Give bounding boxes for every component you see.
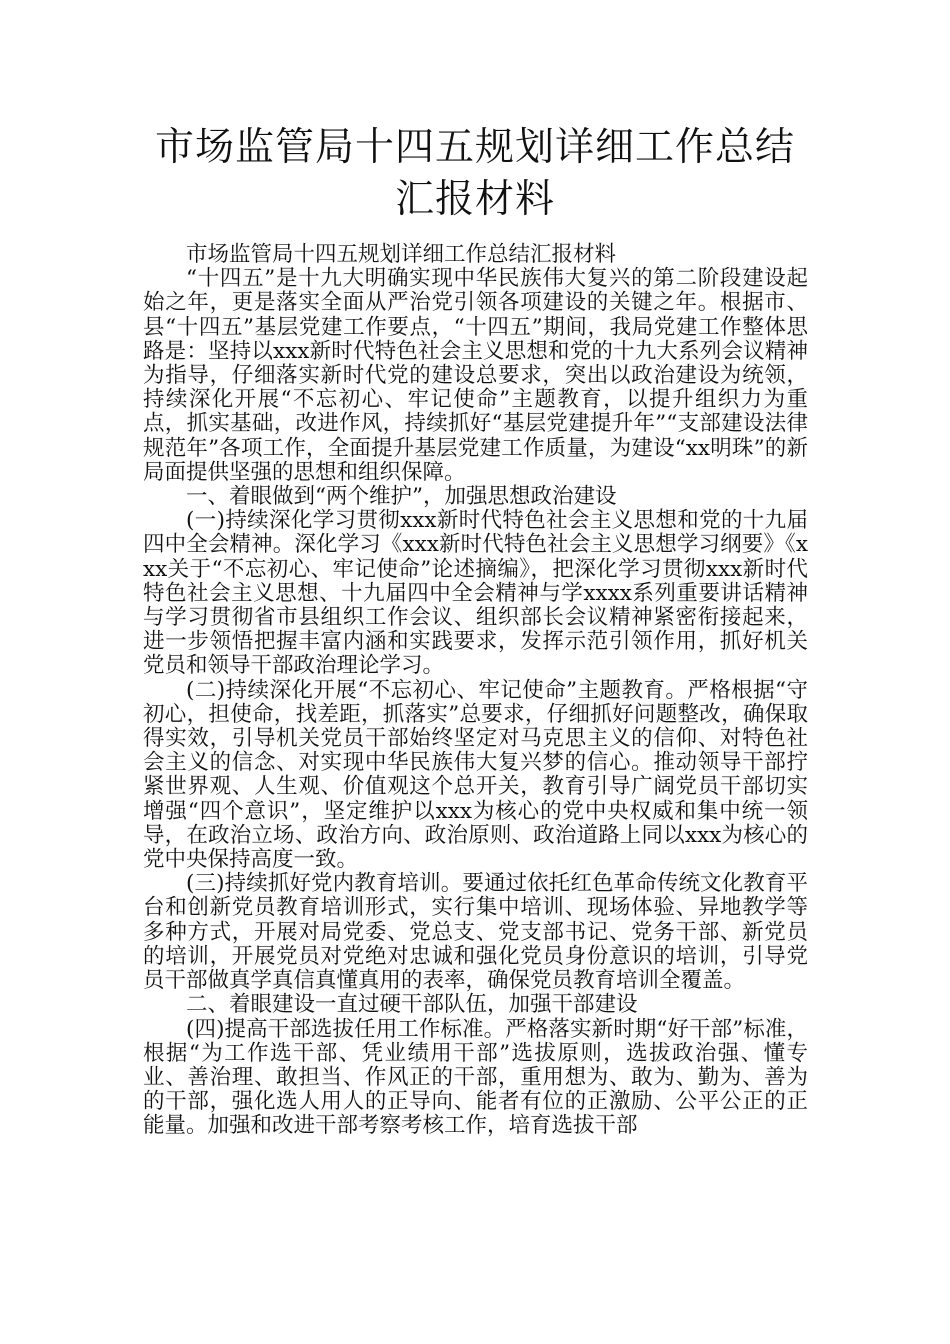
document-title: 市场监管局十四五规划详细工作总结汇报材料 [154, 125, 795, 222]
subtitle-paragraph: 市场监管局十四五规划详细工作总结汇报材料 [186, 242, 617, 267]
document-body [143, 243, 808, 1139]
item-paragraph-3: (三)持续抓好党内教育培训。要通过依托红色革命传统文化教育平台和创新党员教育培训形式，实行集中培训、现场体验、异地教学等多种方式，开展对局党委、党总支、党支部书记、党务干部、新党员的培训，开展党员对党绝对忠诚和强化党员身份意识的培训，引导党员干部做真学真信真懂真用的表率，确保党员教育培训全覆盖。 [143, 871, 808, 994]
item-paragraph-1: (一)持续深化学习贯彻xxx新时代特色社会主义思想和党的十九届四中全会精神。深化学习《xxx新时代特色社会主义思想学习纲要》《xxx关于“不忘初心、牢记使命”论述摘编》，把深化学习贯彻xxx新时代特色社会主义思想、十九届四中全会精神与学xxxx系列重要讲话精神与学习贯彻省市县组织工作会议、组织部长会议精神紧密衔接起来，进一步领悟把握丰富内涵和实践要求，发挥示范引领作用，抓好机关党员和领导干部政治理论学习。 [143, 508, 808, 679]
item-paragraph-2: (二)持续深化开展“不忘初心、牢记使命”主题教育。严格根据“守初心，担使命，找差距，抓落实”总要求，仔细抓好问题整改，确保取得实效，引导机关党员干部始终坚定对马克思主义的信仰、对特色社会主义的信念、对实现中华民族伟大复兴梦的信心。推动领导干部拧紧世界观、人生观、价值观这个总开关，教育引导广阔党员干部切实增强“四个意识”，坚定维护以xxx为核心的党中央权威和集中统一领导，在政治立场、政治方向、政治原则、政治道路上同以xxx为核心的党中央保持高度一致。 [143, 677, 808, 873]
item-paragraph-4: (四)提高干部选拔任用工作标准。严格落实新时期“好干部”标准，根据“为工作选干部、凭业绩用干部”选拔原则，选拔政治强、懂专业、善治理、敢担当、作风正的干部，重用想为、敢为、勤为、善为的干部，强化选人用人的正导向、能者有位的正激励、公平公正的正能量。加强和改进干部考察考核工作，培育选拔干部 [143, 1016, 808, 1139]
section-heading-1: 一、着眼做到“两个维护”，加强思想政治建设 [186, 484, 617, 510]
section-heading-2: 二、着眼建设一直过硬干部队伍，加强干部建设 [186, 992, 638, 1018]
intro-paragraph: “十四五”是十九大明确实现中华民族伟大复兴的第二阶段建设起始之年，更是落实全面从严治党引领各项建设的关键之年。根据市、县“十四五”基层党建工作要点，“十四五”期间，我局党建工作整体思路是：坚持以xxx新时代特色社会主义思想和党的十九大系列会议精神为指导，仔细落实新时代党的建设总要求，突出以政治建设为统领，持续深化开展“不忘初心、牢记使命”主题教育，以提升组织力为重点，抓实基础，改进作风，持续抓好“基层党建提升年”“支部建设法律规范年”各项工作，全面提升基层党建工作质量，为建设“xx明珠”的新局面提供坚强的思想和组织保障。 [143, 266, 808, 485]
